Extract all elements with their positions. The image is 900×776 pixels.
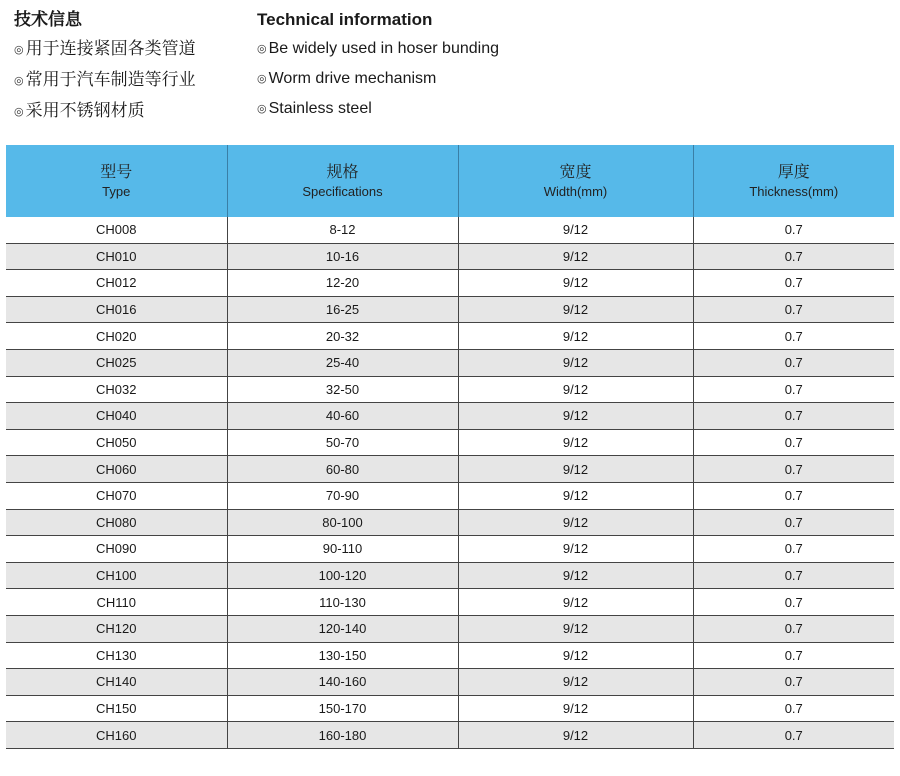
cell-specification: 60-80 <box>227 456 458 483</box>
cell-width: 9/12 <box>458 669 693 696</box>
table-row <box>6 562 894 589</box>
cell-type: CH070 <box>6 482 227 509</box>
cell-thickness: 0.7 <box>693 722 894 749</box>
bullet-icon: ◎ <box>14 106 24 118</box>
cell-thickness: 0.7 <box>693 243 894 270</box>
table-row <box>6 323 894 350</box>
info-line-en <box>257 94 657 124</box>
cell-thickness: 0.7 <box>693 270 894 297</box>
table-header <box>6 145 894 217</box>
table-row <box>6 642 894 669</box>
cell-thickness: 0.7 <box>693 562 894 589</box>
header-width <box>458 145 693 217</box>
cell-width: 9/12 <box>458 456 693 483</box>
cell-type: CH060 <box>6 456 227 483</box>
cell-type: CH160 <box>6 722 227 749</box>
cell-type: CH025 <box>6 349 227 376</box>
header-label-en: Width(mm) <box>543 183 608 199</box>
cell-width: 9/12 <box>458 482 693 509</box>
cell-width: 9/12 <box>458 589 693 616</box>
header-type <box>6 145 227 217</box>
cell-specification: 100-120 <box>227 562 458 589</box>
cell-thickness: 0.7 <box>693 217 894 243</box>
cell-specification: 50-70 <box>227 429 458 456</box>
table-row <box>6 403 894 430</box>
cell-specification: 130-150 <box>227 642 458 669</box>
table-row <box>6 296 894 323</box>
cell-specification: 70-90 <box>227 482 458 509</box>
cell-type: CH110 <box>6 589 227 616</box>
header-label-cn: 厚度 <box>777 163 810 181</box>
cell-width: 9/12 <box>458 695 693 722</box>
cell-type: CH090 <box>6 536 227 563</box>
header-row <box>6 145 894 217</box>
info-line-cn <box>14 96 244 127</box>
cell-thickness: 0.7 <box>693 456 894 483</box>
cell-specification: 8-12 <box>227 217 458 243</box>
cell-type: CH100 <box>6 562 227 589</box>
header-label-en: Specifications <box>302 183 383 199</box>
table-row <box>6 722 894 749</box>
cell-type: CH016 <box>6 296 227 323</box>
info-line-cn <box>14 34 244 65</box>
cell-thickness: 0.7 <box>693 403 894 430</box>
info-title-en: Technical information <box>257 10 433 29</box>
info-text: Worm drive mechanism <box>268 70 437 87</box>
cell-width: 9/12 <box>458 270 693 297</box>
cell-type: CH008 <box>6 217 227 243</box>
header-specifications <box>227 145 458 217</box>
cell-type: CH150 <box>6 695 227 722</box>
header-label-cn: 宽度 <box>559 163 592 181</box>
table-row <box>6 589 894 616</box>
cell-thickness: 0.7 <box>693 376 894 403</box>
bullet-icon: ◎ <box>257 43 267 55</box>
cell-width: 9/12 <box>458 403 693 430</box>
cell-width: 9/12 <box>458 323 693 350</box>
table-row <box>6 429 894 456</box>
table-row <box>6 243 894 270</box>
cell-thickness: 0.7 <box>693 615 894 642</box>
table-row <box>6 376 894 403</box>
cell-specification: 90-110 <box>227 536 458 563</box>
bullet-icon: ◎ <box>14 75 24 87</box>
cell-specification: 10-16 <box>227 243 458 270</box>
cell-specification: 120-140 <box>227 615 458 642</box>
table-row <box>6 482 894 509</box>
cell-type: CH120 <box>6 615 227 642</box>
cell-specification: 140-160 <box>227 669 458 696</box>
cell-thickness: 0.7 <box>693 296 894 323</box>
info-line-cn <box>14 65 244 96</box>
cell-width: 9/12 <box>458 722 693 749</box>
bullet-icon: ◎ <box>257 73 267 85</box>
info-text: 常用于汽车制造等行业 <box>25 70 196 89</box>
table-row <box>6 669 894 696</box>
cell-width: 9/12 <box>458 536 693 563</box>
info-line-en <box>257 64 657 94</box>
cell-thickness: 0.7 <box>693 589 894 616</box>
info-text: Stainless steel <box>268 100 372 117</box>
cell-width: 9/12 <box>458 243 693 270</box>
table-row <box>6 456 894 483</box>
cell-width: 9/12 <box>458 376 693 403</box>
cell-thickness: 0.7 <box>693 482 894 509</box>
specification-table <box>6 145 894 749</box>
cell-type: CH012 <box>6 270 227 297</box>
header-label-en: Thickness(mm) <box>749 183 839 199</box>
header-label-cn: 型号 <box>100 163 133 181</box>
cell-thickness: 0.7 <box>693 323 894 350</box>
table-row <box>6 536 894 563</box>
cell-type: CH080 <box>6 509 227 536</box>
cell-specification: 20-32 <box>227 323 458 350</box>
table-row <box>6 615 894 642</box>
cell-thickness: 0.7 <box>693 349 894 376</box>
bullet-icon: ◎ <box>14 44 24 56</box>
cell-type: CH140 <box>6 669 227 696</box>
cell-specification: 32-50 <box>227 376 458 403</box>
info-text: 用于连接紧固各类管道 <box>25 39 196 58</box>
table-body <box>6 217 894 748</box>
cell-width: 9/12 <box>458 509 693 536</box>
cell-width: 9/12 <box>458 642 693 669</box>
header-label-en: Type <box>102 183 131 199</box>
table-row <box>6 509 894 536</box>
cell-specification: 40-60 <box>227 403 458 430</box>
cell-type: CH032 <box>6 376 227 403</box>
table-row <box>6 349 894 376</box>
cell-type: CH130 <box>6 642 227 669</box>
cell-thickness: 0.7 <box>693 642 894 669</box>
cell-thickness: 0.7 <box>693 509 894 536</box>
technical-info-chinese <box>14 8 244 127</box>
table-row <box>6 270 894 297</box>
cell-specification: 110-130 <box>227 589 458 616</box>
cell-width: 9/12 <box>458 217 693 243</box>
cell-thickness: 0.7 <box>693 669 894 696</box>
cell-width: 9/12 <box>458 562 693 589</box>
technical-info-english <box>257 8 657 124</box>
cell-thickness: 0.7 <box>693 536 894 563</box>
info-text: 采用不锈钢材质 <box>25 101 145 120</box>
info-line-en <box>257 34 657 64</box>
cell-specification: 80-100 <box>227 509 458 536</box>
cell-type: CH040 <box>6 403 227 430</box>
cell-specification: 150-170 <box>227 695 458 722</box>
cell-specification: 25-40 <box>227 349 458 376</box>
cell-width: 9/12 <box>458 429 693 456</box>
cell-width: 9/12 <box>458 296 693 323</box>
info-title-cn: 技术信息 <box>14 10 82 29</box>
cell-width: 9/12 <box>458 349 693 376</box>
table-row <box>6 217 894 243</box>
cell-type: CH010 <box>6 243 227 270</box>
header-thickness <box>693 145 894 217</box>
cell-specification: 160-180 <box>227 722 458 749</box>
cell-thickness: 0.7 <box>693 695 894 722</box>
table-row <box>6 695 894 722</box>
cell-width: 9/12 <box>458 615 693 642</box>
cell-type: CH020 <box>6 323 227 350</box>
cell-type: CH050 <box>6 429 227 456</box>
bullet-icon: ◎ <box>257 103 267 115</box>
cell-specification: 16-25 <box>227 296 458 323</box>
cell-specification: 12-20 <box>227 270 458 297</box>
cell-thickness: 0.7 <box>693 429 894 456</box>
info-text: Be widely used in hoser bunding <box>268 40 499 57</box>
header-label-cn: 规格 <box>326 163 359 181</box>
